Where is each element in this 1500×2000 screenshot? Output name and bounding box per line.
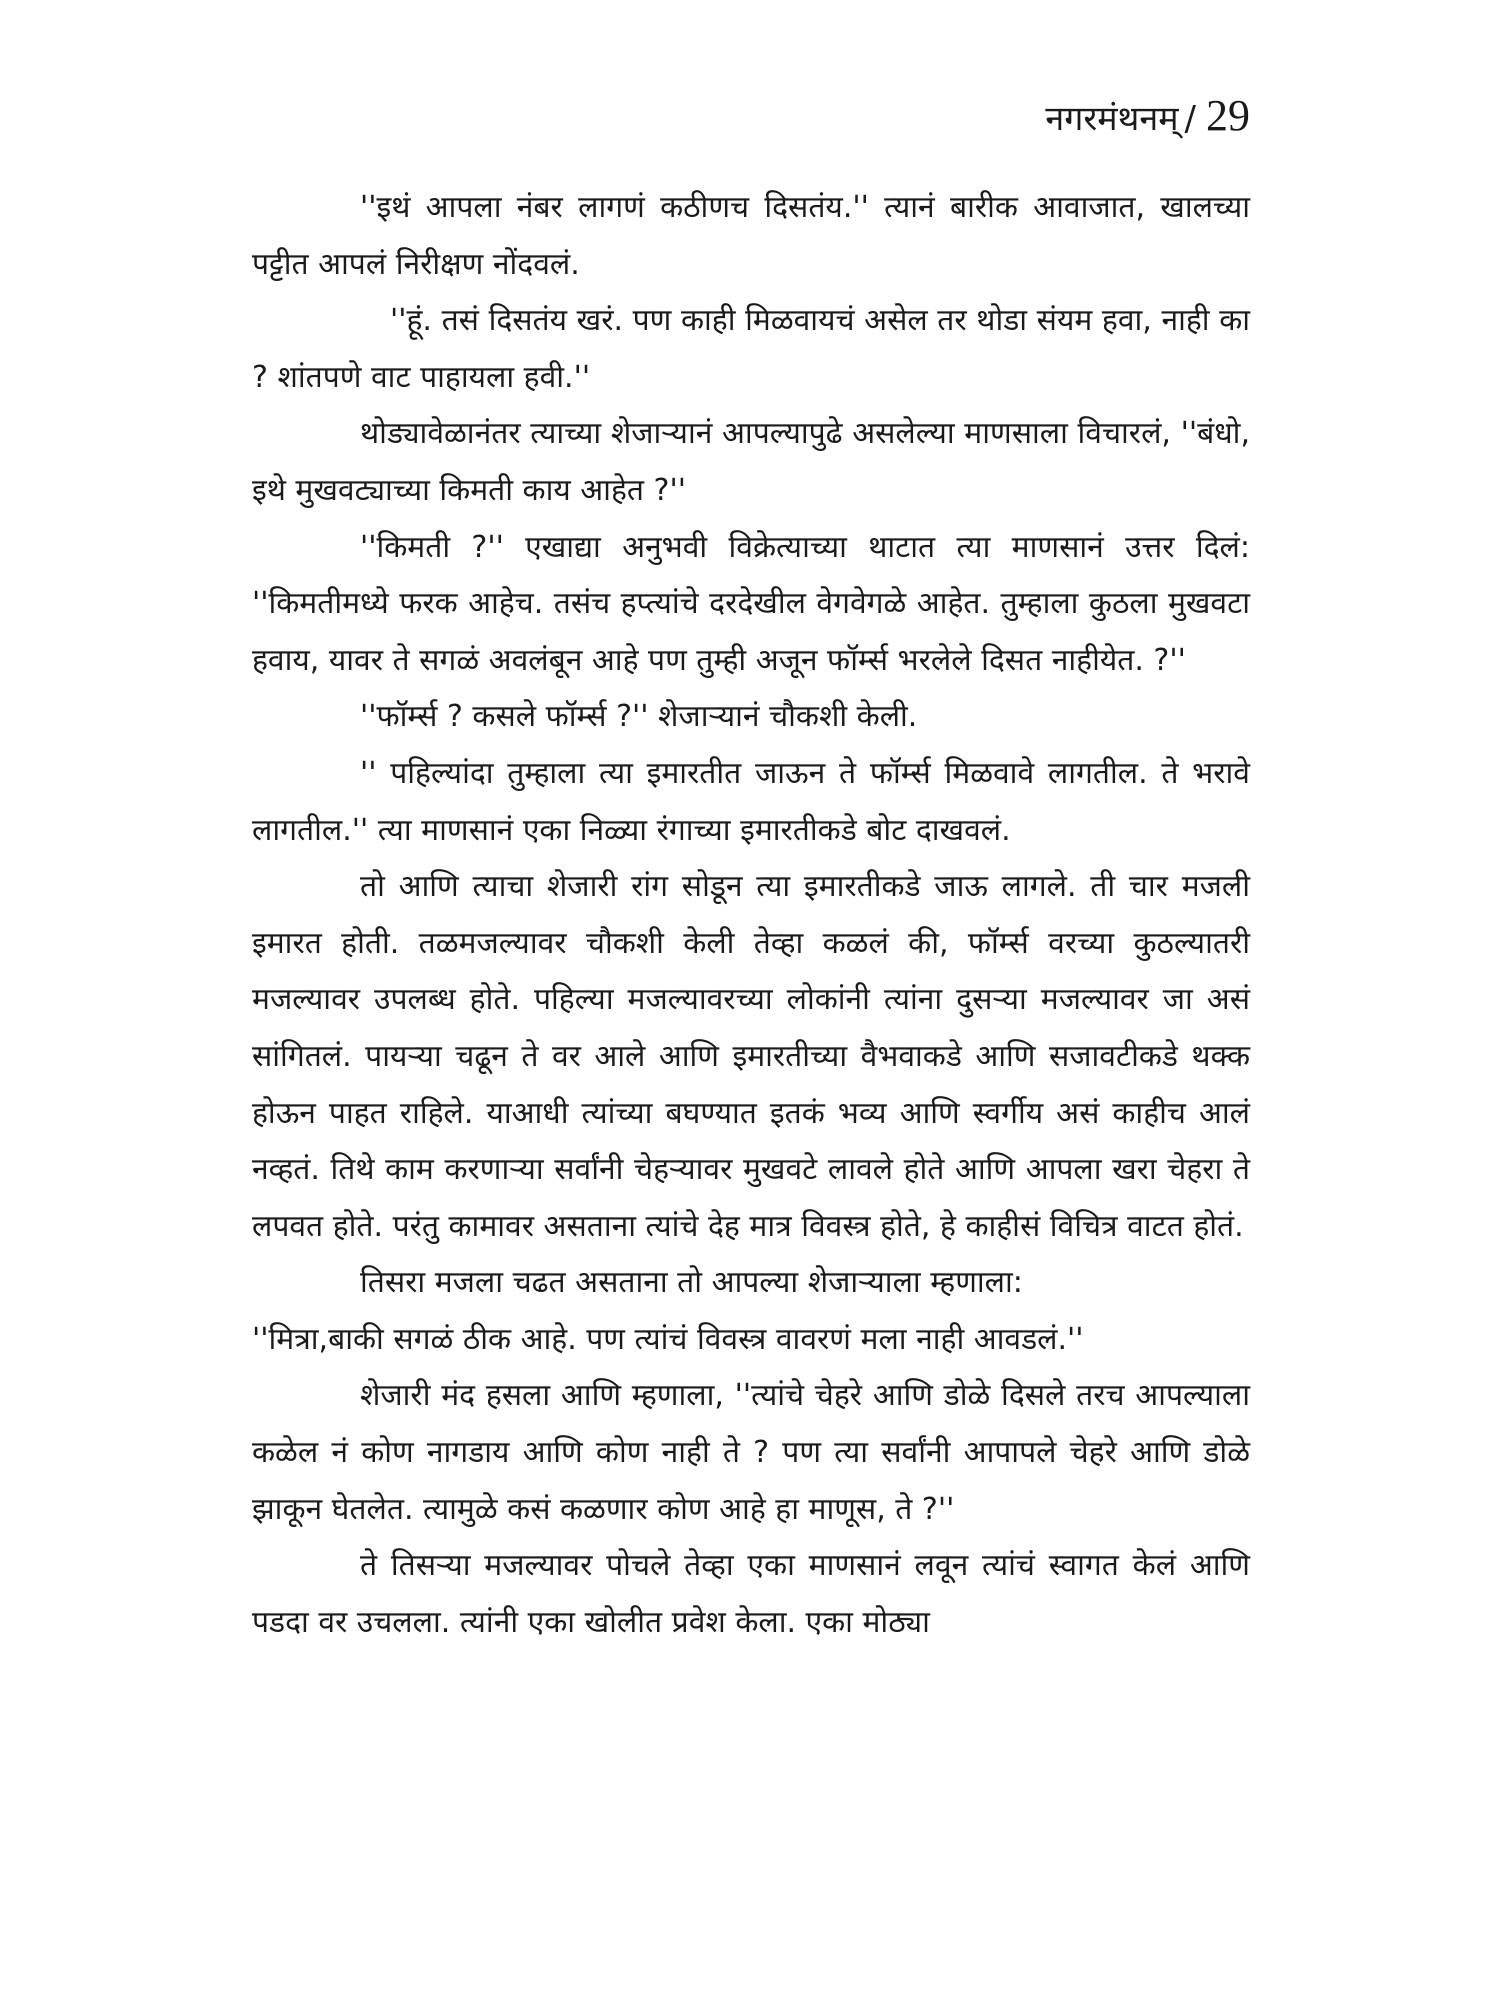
running-header xyxy=(1045,92,1250,143)
paragraph: तो आणि त्याचा शेजारी रांग सोडून त्या इमारतीकडे जाऊ लागले. ती चार मजली इमारत होती. तळमजल्यावर चौकशी केली तेव्हा कळलं की, फॉर्म्स वरच्या कुठल्यातरी मजल्यावर उपलब्ध होते. पहिल्या मजल्यावरच्या लोकांनी त्यांना दुसऱ्या मजल्यावर जा असं सांगितलं. पायऱ्या चढून ते वर आले आणि इमारतीच्या वैभवाकडे आणि सजावटीकडे थक्क होऊन पाहत राहिले. याआधी त्यांच्या बघण्यात इतकं भव्य आणि स्वर्गीय असं काहीच आलं नव्हतं. तिथे काम करणाऱ्या सर्वांनी चेहऱ्यावर मुखवटे लावले होते आणि आपला खरा चेहरा ते लपवत होते. परंतु कामावर असताना त्यांचे देह मात्र विवस्त्र होते, हे काहीसं विचित्र वाटत होतं. xyxy=(252,869,1250,1244)
body-text xyxy=(252,180,1250,1651)
running-header-title: नगरमंथनम् xyxy=(1045,99,1179,139)
page-number: 29 xyxy=(1206,91,1250,140)
paragraph: '' पहिल्यांदा तुम्हाला त्या इमारतीत जाऊन ते फॉर्म्स मिळवावे लागतील. ते भरावे लागतील.'' त्या माणसानं एका निळ्या रंगाच्या इमारतीकडे बोट दाखवलं. xyxy=(252,755,1250,848)
paragraph: ''किमती ?'' एखाद्या अनुभवी विक्रेत्याच्या थाटात त्या माणसानं उत्तर दिलं: ''किमतीमध्ये फरक आहेच. तसंच हप्त्यांचे दरदेखील वेगवेगळे आहेत. तुम्हाला कुठला मुखवटा हवाय, यावर ते सगळं अवलंबून आहे पण तुम्ही अजून फॉर्म्स भरलेले दिसत नाहीयेत. ?'' xyxy=(252,529,1250,678)
paragraph: ''मित्रा,बाकी सगळं ठीक आहे. पण त्यांचं विवस्त्र वावरणं मला नाही आवडलं.'' xyxy=(252,1321,1084,1357)
paragraph: ते तिसऱ्या मजल्यावर पोचले तेव्हा एका माणसानं लवून त्यांचं स्वागत केलं आणि पडदा वर उचलला. त्यांनी एका खोलीत प्रवेश केला. एका मोठ्या xyxy=(252,1548,1250,1640)
paragraph: तिसरा मजला चढत असताना तो आपल्या शेजाऱ्याला म्हणाला: xyxy=(360,1265,1023,1301)
paragraph: ''फॉर्म्स ? कसले फॉर्म्स ?'' शेजाऱ्यानं चौकशी केली. xyxy=(360,699,918,735)
paragraph: थोड्यावेळानंतर त्याच्या शेजाऱ्यानं आपल्यापुढे असलेल्या माणसाला विचारलं, ''बंधो, इथे मुखवट्याच्या किमती काय आहेत ?'' xyxy=(252,416,1250,508)
running-header-separator: / xyxy=(1184,99,1196,139)
paragraph: ''हूं. तसं दिसतंय खरं. पण काही मिळवायचं असेल तर थोडा संयम हवा, नाही का ? शांतपणे वाट पाहायला हवी.'' xyxy=(252,303,1250,395)
paragraph: शेजारी मंद हसला आणि म्हणाला, ''त्यांचे चेहरे आणि डोळे दिसले तरच आपल्याला कळेल नं कोण नागडाय आणि कोण नाही ते ? पण त्या सर्वांनी आपापले चेहरे आणि डोळे झाकून घेतलेत. त्यामुळे कसं कळणार कोण आहे हा माणूस, ते ?'' xyxy=(252,1378,1250,1527)
paragraph: ''इथं आपला नंबर लागणं कठीणच दिसतंय.'' त्यानं बारीक आवाजात, खालच्या पट्टीत आपलं निरीक्षण नोंदवलं. xyxy=(252,190,1250,282)
